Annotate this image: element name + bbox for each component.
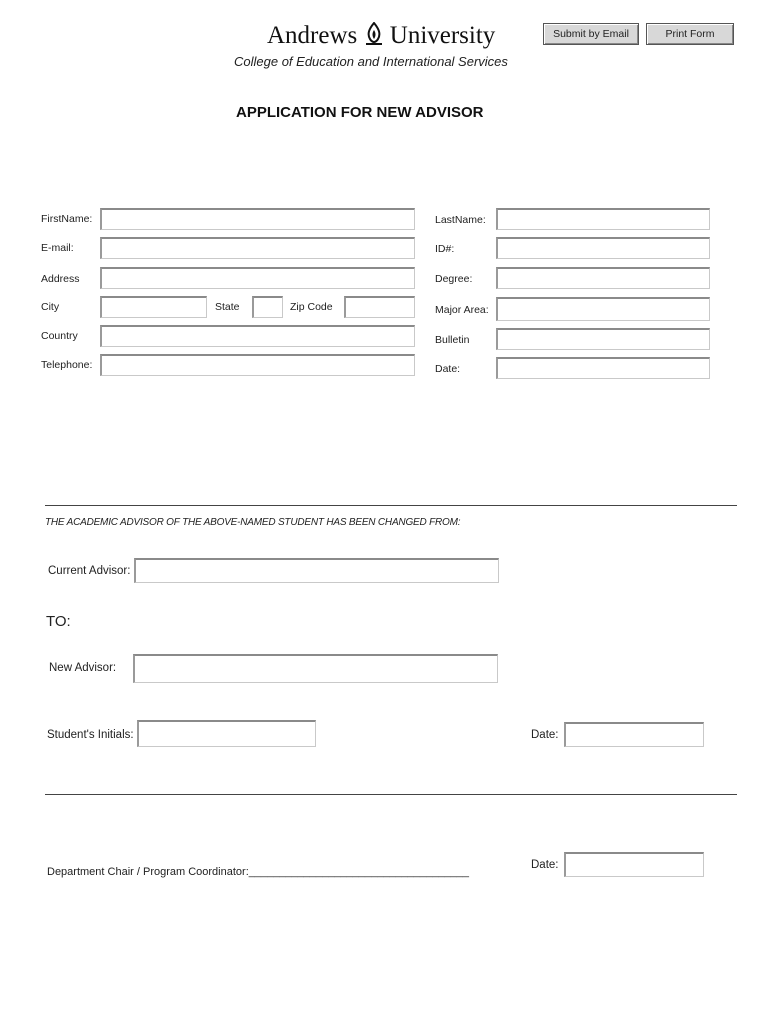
logo-text-left: Andrews: [267, 22, 358, 49]
current-advisor-field[interactable]: [134, 558, 499, 583]
zip-code-label: Zip Code: [290, 301, 333, 313]
city-field[interactable]: [100, 296, 207, 318]
submit-by-email-button[interactable]: Submit by Email: [543, 23, 639, 45]
current-advisor-label: Current Advisor:: [48, 565, 131, 577]
country-field[interactable]: [100, 325, 415, 347]
country-label: Country: [41, 330, 78, 342]
zip-code-field[interactable]: [344, 296, 415, 318]
logo-text-right: University: [389, 22, 496, 49]
first-name-label: FirstName:: [41, 213, 93, 225]
new-advisor-field[interactable]: [133, 654, 498, 683]
telephone-field[interactable]: [100, 354, 415, 376]
email-field[interactable]: [100, 237, 415, 259]
university-logo: [267, 22, 495, 50]
degree-field[interactable]: [496, 267, 710, 289]
last-name-label: LastName:: [435, 214, 486, 226]
address-field[interactable]: [100, 267, 415, 289]
id-field[interactable]: [496, 237, 710, 259]
flame-icon: [364, 22, 384, 46]
date-label: Date:: [435, 363, 461, 375]
chair-date-field[interactable]: [564, 852, 704, 877]
section-divider-bottom: [45, 794, 737, 795]
degree-label: Degree:: [435, 273, 473, 285]
chair-date-label: Date:: [531, 859, 559, 871]
id-label: ID#:: [435, 243, 455, 255]
new-advisor-label: New Advisor:: [49, 662, 117, 674]
advisor-change-statement: THE ACADEMIC ADVISOR OF THE ABOVE-NAMED STUDENT HAS BEEN CHANGED FROM:: [45, 517, 461, 528]
city-label: City: [41, 301, 60, 313]
initials-date-label: Date:: [531, 729, 559, 741]
to-label: TO:: [46, 613, 71, 630]
state-label: State: [215, 301, 240, 313]
section-divider-top: [45, 505, 737, 506]
print-form-button[interactable]: Print Form: [646, 23, 734, 45]
student-initials-field[interactable]: [137, 720, 316, 747]
page-title: APPLICATION FOR NEW ADVISOR: [236, 104, 484, 121]
last-name-field[interactable]: [496, 208, 710, 230]
bulletin-label: Bulletin: [435, 334, 470, 346]
address-label: Address: [41, 273, 80, 285]
major-area-field[interactable]: [496, 297, 710, 321]
student-initials-label: Student's Initials:: [47, 729, 134, 741]
major-area-label: Major Area:: [435, 304, 489, 316]
department-chair-signature-line: Department Chair / Program Coordinator:____________________________________: [47, 866, 469, 878]
email-label: E-mail:: [41, 242, 74, 254]
college-name: College of Education and International Services: [234, 54, 508, 69]
bulletin-field[interactable]: [496, 328, 710, 350]
telephone-label: Telephone:: [41, 359, 93, 371]
first-name-field[interactable]: [100, 208, 415, 230]
date-field[interactable]: [496, 357, 710, 379]
state-field[interactable]: [252, 296, 283, 318]
initials-date-field[interactable]: [564, 722, 704, 747]
